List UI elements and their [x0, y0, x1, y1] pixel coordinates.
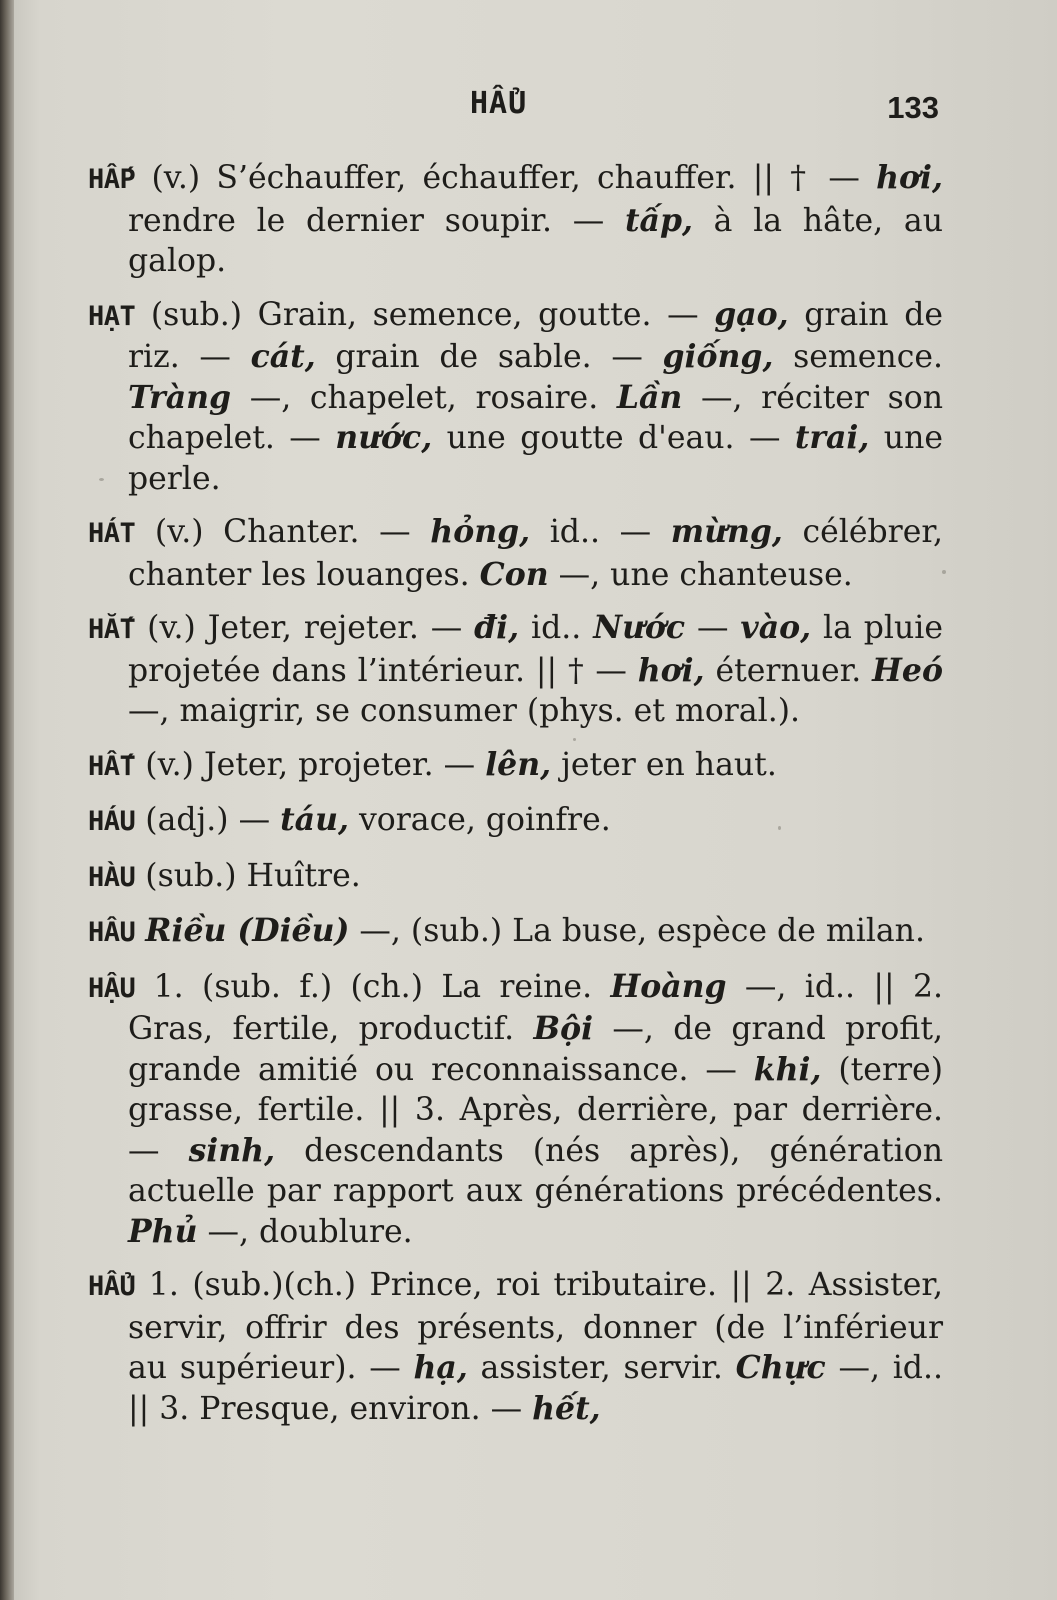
definition-text: (terre) grasse, fertile. || 3. Après, derrière, par derrière. — — [128, 1051, 943, 1169]
definition-text: (v.) Jeter, projeter. — — [135, 746, 486, 783]
vietnamese-term: Lần — [616, 378, 683, 416]
dictionary-entry — [88, 1265, 943, 1429]
definition-text: descendants (nés après), génération actuelle par rapport aux générations précédentes. — [128, 1132, 944, 1209]
dictionary-entry — [88, 158, 943, 282]
dictionary-entry — [88, 911, 943, 954]
vietnamese-term: gạo, — [714, 295, 789, 333]
entry-headword: HẬU — [88, 972, 136, 1004]
book-spine-shadow — [0, 0, 14, 1600]
definition-text: jeter en haut. — [551, 746, 777, 783]
vietnamese-term: Riều (Diều) — [145, 912, 350, 949]
definition-text: (sub.) Grain, semence, goutte. — — [135, 296, 715, 333]
vietnamese-term: tấp, — [624, 201, 693, 239]
definition-text: (sub.) Huître. — [135, 857, 361, 894]
vietnamese-term: hạ, — [413, 1349, 468, 1386]
vietnamese-term: đi, — [474, 609, 520, 646]
vietnamese-term: giống, — [662, 338, 774, 375]
page-number: 133 — [887, 90, 939, 125]
definition-text: (v.) S’échauffer, échauffer, chauffer. || † — — [135, 160, 877, 196]
running-head-word: HẨU — [470, 86, 528, 121]
definition-text: grain de sable. — — [315, 339, 663, 375]
entry-headword: HẠT — [88, 300, 136, 332]
definition-text: célébrer, chanter les louanges. — [128, 514, 943, 593]
definition-text: vorace, goinfre. — [348, 802, 611, 838]
vietnamese-term: khi, — [753, 1050, 822, 1088]
dictionary-entry — [88, 512, 943, 595]
paper-speck — [942, 570, 946, 574]
vietnamese-term: Hoàng — [610, 967, 727, 1005]
running-head — [0, 86, 1057, 136]
definition-text: (adj.) — — [135, 802, 281, 838]
definition-text: 1. (sub. f.) (ch.) La reine. — [135, 968, 611, 1005]
vietnamese-term: trai, — [794, 419, 870, 456]
vietnamese-term: Heó — [872, 651, 943, 689]
entry-headword: HÂU — [88, 917, 136, 948]
definition-text: assister, servir. — [467, 1350, 736, 1386]
paper-speck — [778, 826, 781, 830]
definition-text: la pluie projetée dans l’intérieur. || † — — [128, 610, 943, 689]
vietnamese-term: hỏng, — [430, 513, 531, 550]
definition-text: grain de riz. — — [128, 296, 943, 375]
definition-text: —, de grand profit, grande amitié ou reconnaissance. — — [128, 1011, 943, 1088]
paper-speck — [573, 738, 576, 741]
entry-headword: HÁT — [88, 518, 136, 549]
vietnamese-term: Tràng — [128, 378, 232, 416]
vietnamese-term: sinh, — [188, 1131, 276, 1169]
entry-headword: HẨU — [88, 1271, 136, 1302]
dictionary-entries — [88, 158, 943, 1442]
entry-headword: HẤP — [88, 164, 136, 195]
definition-text: —, une chanteuse. — [548, 556, 853, 593]
definition-text: éternuer. — [704, 652, 873, 689]
entry-headword: HẤT — [88, 750, 136, 782]
definition-text: —, maigrir, se consumer (phys. et moral.). — [128, 693, 801, 729]
dictionary-entry — [88, 295, 943, 500]
vietnamese-term: Nước — [593, 609, 686, 646]
vietnamese-term: Phủ — [128, 1212, 198, 1250]
paper-speck — [99, 478, 104, 481]
vietnamese-term: Con — [479, 555, 549, 593]
vietnamese-term: Bội — [533, 1010, 594, 1047]
dictionary-entry — [88, 608, 943, 732]
vietnamese-term: hơi, — [876, 159, 943, 196]
definition-text: semence. — [773, 339, 943, 375]
definition-text: 1. (sub.)(ch.) Prince, roi tributaire. || 2. Assister, servir, offrir des présents, donner (de l’inférieur au supérieur). — — [128, 1267, 943, 1386]
vietnamese-term: Chực — [735, 1349, 826, 1386]
definition-text: id.. — — [530, 514, 671, 550]
dictionary-entry — [88, 745, 943, 788]
definition-text: — — [685, 610, 741, 646]
entry-headword: HÀU — [88, 861, 136, 893]
definition-text: (v.) Chanter. — — [135, 514, 431, 550]
vietnamese-term: táu, — [280, 801, 349, 838]
definition-text: —, doublure. — [197, 1213, 413, 1250]
vietnamese-term: lên, — [485, 745, 552, 783]
dictionary-entry — [88, 856, 943, 899]
definition-text: une perle. — [128, 420, 943, 497]
definition-text: à la hâte, au galop. — [128, 202, 943, 279]
vietnamese-term: vào, — [740, 609, 812, 646]
definition-text: —, id.. || 2. Gras, fertile, productif. — [128, 968, 943, 1047]
entry-headword: HẮT — [88, 614, 136, 645]
vietnamese-term: hơi, — [637, 651, 705, 689]
definition-text: —, id.. || 3. Presque, environ. — — [128, 1350, 943, 1427]
definition-text: —, (sub.) La buse, espèce de milan. — [349, 913, 925, 949]
vietnamese-term: nước, — [335, 419, 433, 456]
definition-text: —, chapelet, rosaire. — [231, 379, 617, 416]
vietnamese-term: hết, — [532, 1389, 601, 1427]
definition-text: id.. — [519, 610, 594, 646]
definition-text: —, réciter son chapelet. — — [128, 379, 943, 456]
vietnamese-term: mừng, — [670, 513, 783, 550]
dictionary-entry — [88, 800, 943, 843]
vietnamese-term: cát, — [250, 338, 316, 375]
definition-text — [135, 913, 145, 949]
definition-text: une goutte d'eau. — — [432, 420, 795, 456]
definition-text: (v.) Jeter, rejeter. — — [135, 610, 475, 646]
entry-headword: HÁU — [88, 806, 136, 837]
definition-text: rendre le dernier soupir. — — [128, 202, 625, 239]
dictionary-entry — [88, 967, 943, 1253]
